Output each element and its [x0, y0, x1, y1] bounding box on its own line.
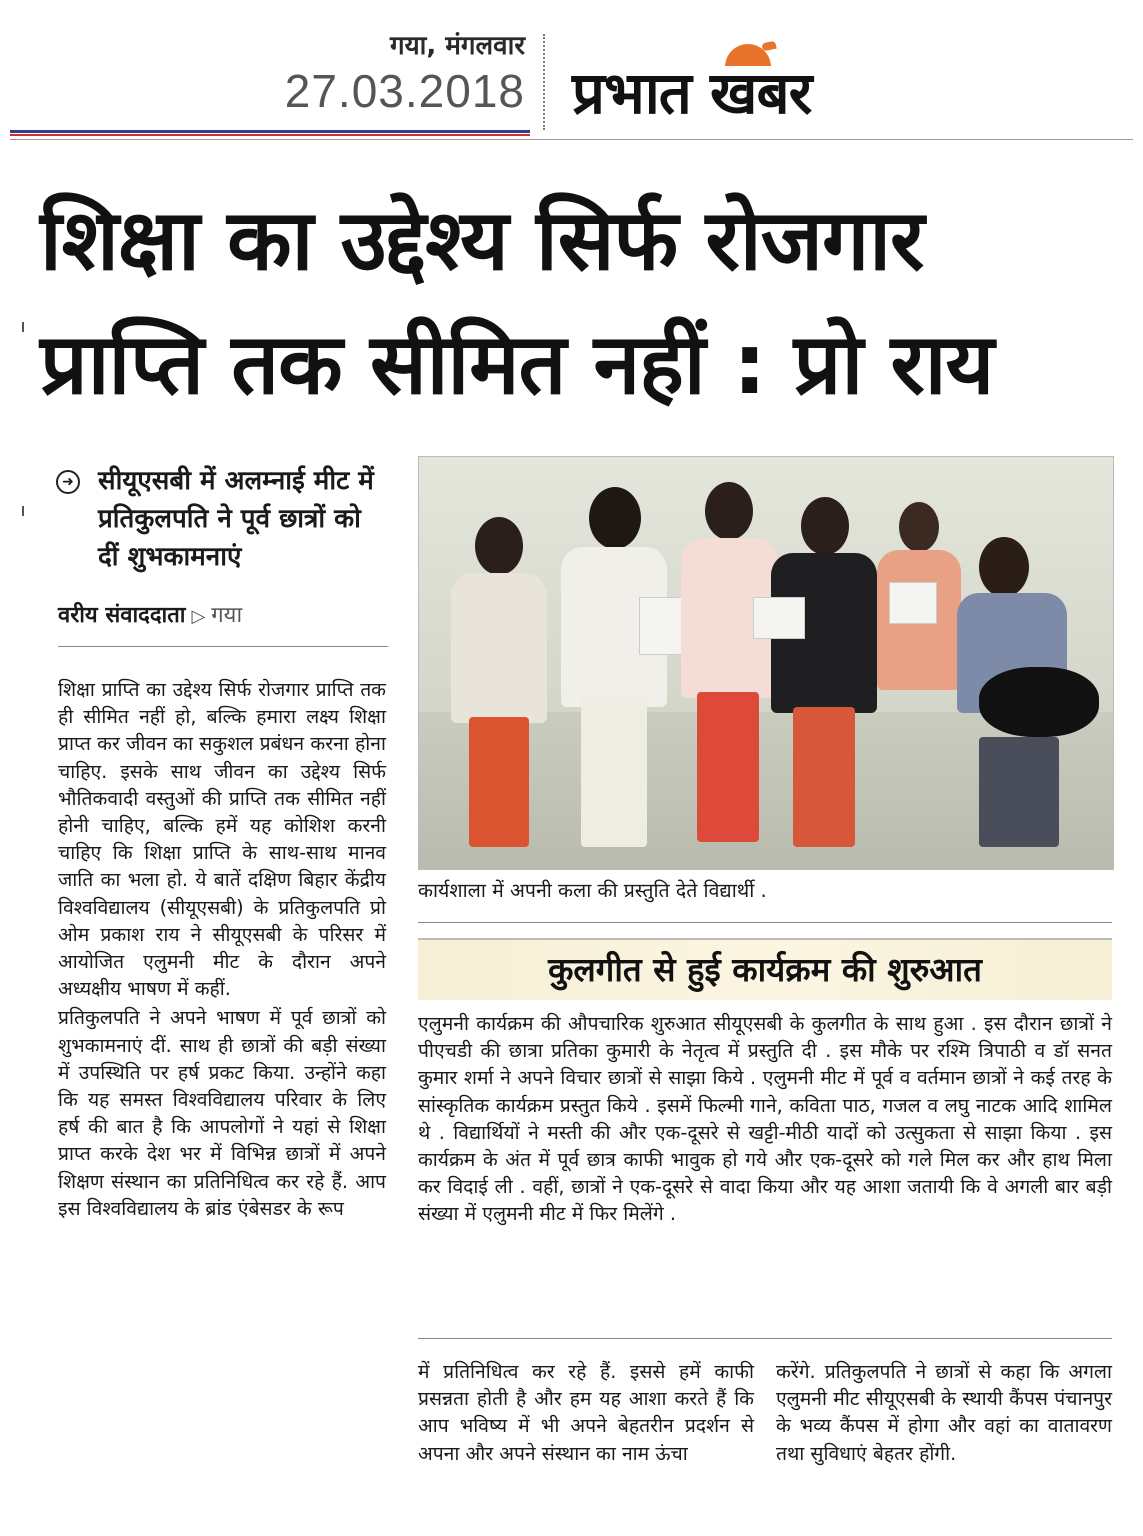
margin-tick	[22, 506, 24, 516]
article-paragraph: करेंगे. प्रतिकुलपति ने छात्रों से कहा कि अगला एलुमनी मीट सीयूएसबी के स्थायी कैंपस पंचानपुर के भव्य कैंपस में होगा और वहां का वातावरण तथा सुविधाएं बेहतर होंगी.	[776, 1360, 1112, 1465]
subheading-text: सीयूएसबी में अलम्नाई मीट में प्रतिकुलपति ने पूर्व छात्रों को दीं शुभकामनाएं	[98, 466, 374, 572]
margin-tick	[22, 322, 24, 332]
event-photo	[418, 456, 1114, 870]
guitarist-figure	[939, 537, 1109, 857]
arrow-right-icon: ➜	[56, 470, 80, 494]
box-text	[418, 1010, 1112, 1228]
student-figure	[439, 517, 559, 857]
article-column-mid	[418, 1358, 754, 1467]
masthead-rule	[10, 139, 1133, 140]
guitar-icon	[979, 667, 1099, 737]
byline-name: वरीय संवाददाता	[58, 603, 186, 628]
byline	[58, 598, 378, 635]
masthead-rule-blue	[10, 130, 530, 133]
newspaper-logo: प्रभात खबर	[572, 59, 812, 127]
masthead-divider	[543, 34, 545, 130]
article-paragraph: में प्रतिनिधित्व कर रहे हैं. इससे हमें काफी प्रसन्नता होती है और हम यह आशा करते हैं कि आप भविष्य में भी अपने बेहतरीन प्रदर्शन से अपना और अपने संस्थान का नाम ऊंचा	[418, 1360, 754, 1465]
byline-city: गया	[211, 603, 243, 628]
masthead-rule-red	[10, 134, 530, 136]
headline-line-1: शिक्षा का उद्देश्य सिर्फ रोजगार	[40, 191, 924, 289]
article-paragraph: प्रतिकुलपति ने अपने भाषण में पूर्व छात्रों को शुभकामनाएं दीं. साथ ही छात्रों की बड़ी संख्या में उपस्थिति पर हर्ष प्रकट किया. उन्होंने कहा कि यह समस्त विश्वविद्यालय परिवार के लिए हर्ष की बात है कि आपलोगों ने यहां से शिक्षा प्राप्त करके देश भर में विभिन्न छात्रों में अपने शिक्षण संस्थान का प्रतिनिधित्व कर रहे हैं. आप इस विश्वविद्यालय के ब्रांड एंबेसडर के रूप	[58, 1006, 386, 1220]
caption-divider	[418, 922, 1112, 923]
issue-date: 27.03.2018	[284, 65, 525, 117]
subheading	[58, 462, 388, 576]
student-figure	[549, 487, 679, 857]
triangle-right-icon: ▷	[191, 606, 206, 627]
article-column-right	[776, 1358, 1112, 1467]
bird-logo-icon	[761, 41, 776, 52]
box-heading	[418, 938, 1112, 1000]
photo-caption: कार्यशाला में अपनी कला की प्रस्तुति देते विद्यार्थी .	[418, 879, 767, 902]
headline-line-2: प्राप्ति तक सीमित नहीं : प्रो राय	[40, 315, 994, 413]
article-column-left	[58, 676, 386, 1222]
box-bottom-divider	[418, 1338, 1112, 1339]
article-paragraph: एलुमनी कार्यक्रम की औपचारिक शुरुआत सीयूएसबी के कुलगीत के साथ हुआ . इस दौरान छात्रों ने पीएचडी की छात्रा प्रतिका कुमारी के नेतृत्व में प्रस्तुति दी . इस मौके पर रश्मि त्रिपाठी व डॉ सनत कुमार शर्मा ने अपने विचार छात्रों से साझा किये . एलुमनी मीट में पूर्व व वर्तमान छात्रों ने कई तरह के सांस्कृतिक कार्यक्रम प्रस्तुत किये . इसमें फिल्मी गाने, कविता पाठ, गजल व लघु नाटक आदि शामिल थे . विद्यार्थियों ने मस्ती की और एक-दूसरे से खट्टी-मीठी यादों को उत्सुकता से साझा किया . इस कार्यक्रम के अंत में पूर्व छात्र काफी भावुक हो गये और एक-दूसरे को गले मिल कर और हाथ मिला कर विदाई ली . वहीं, छात्रों ने एक-दूसरे से वादा किया और यह आशा जतायी कि वे अगली बार बड़ी संख्या में एलुमनी मीट में फिर मिलेंगे .	[418, 1012, 1112, 1226]
article-paragraph: शिक्षा प्राप्ति का उद्देश्य सिर्फ रोजगार प्राप्ति तक ही सीमित नहीं हो, बल्कि हमारा लक्ष्य शिक्षा प्राप्त कर जीवन का सकुशल प्रबंधन करना होना चाहिए. इसके साथ जीवन का उद्देश्य सिर्फ भौतिकवादी वस्तुओं की प्राप्ति तक सीमित नहीं होनी चाहिए, बल्कि हमें यह कोशिश करनी चाहिए कि शिक्षा प्राप्ति के साथ-साथ मानव जाति का भला हो. ये बातें दक्षिण बिहार केंद्रीय विश्वविद्यालय (सीयूएसबी) के प्रतिकुलपति प्रो ओम प्रकाश राय ने सीयूएसबी के परिसर में आयोजित एलुमनी मीट के दौरान अपने अध्यक्षीय भाषण में कहीं.	[58, 678, 386, 1001]
city-day: गया, मंगलवार	[389, 31, 525, 61]
box-heading-text: कुलगीत से हुई कार्यक्रम की शुरुआत	[548, 950, 982, 989]
byline-divider	[58, 646, 388, 647]
headline	[40, 178, 1120, 426]
masthead-left	[200, 28, 525, 118]
